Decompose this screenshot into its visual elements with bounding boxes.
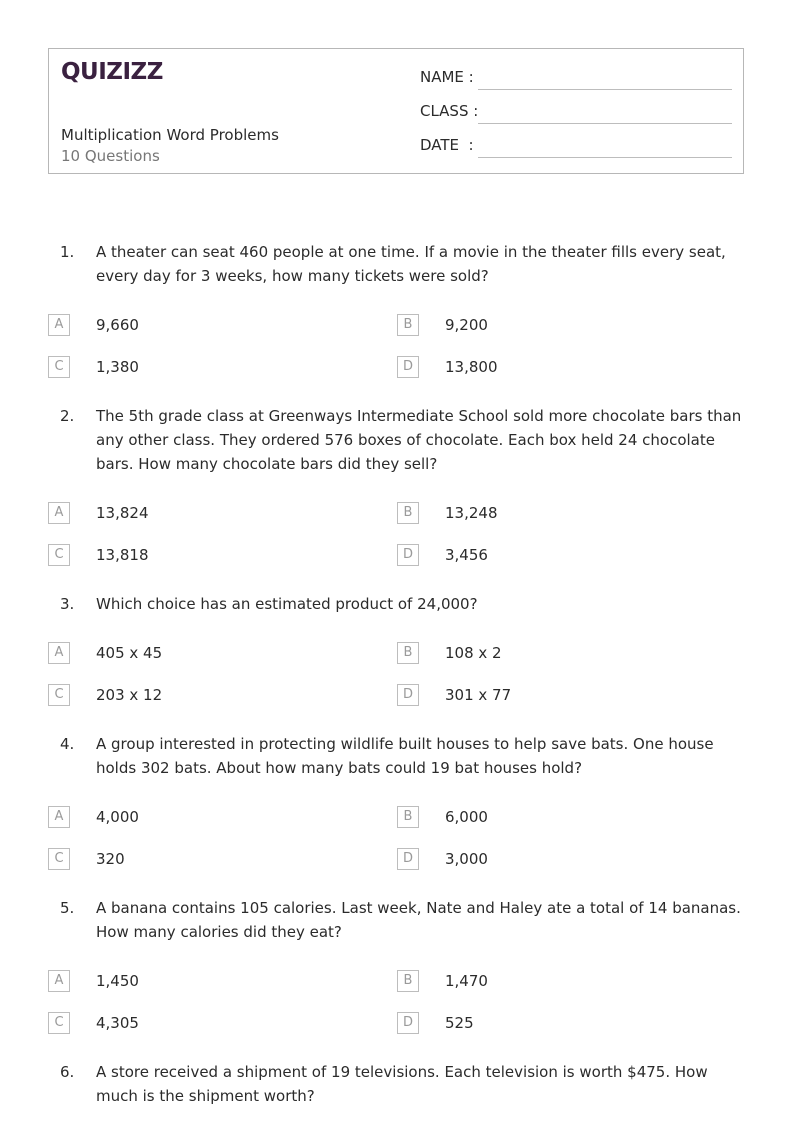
option-letter: B [397,970,419,992]
class-line [478,123,732,124]
question-text: The 5th grade class at Greenways Intermediate School sold more chocolate bars than any other class. They ordered 576 boxes of chocolate. Each box held 24 chocolate bars. How many chocolate bars did they sell? [96,407,742,473]
option-text: 1,380 [96,358,139,376]
option-text: 1,450 [96,972,139,990]
worksheet-header [48,48,744,174]
class-label: CLASS : [420,102,479,120]
question-number: 6. [60,1063,75,1081]
question-text: A group interested in protecting wildlife built houses to help save bats. One house holds 302 bats. About how many bats could 19 bat houses hold? [96,735,714,777]
option-text: 301 x 77 [445,686,512,704]
option-letter: D [397,1012,419,1034]
option-text: 1,470 [445,972,488,990]
question-count: 10 Questions [61,147,160,165]
option-letter: A [48,642,70,664]
option-letter: B [397,314,419,336]
question-number: 4. [60,735,75,753]
option-letter: D [397,848,419,870]
option-text: 13,818 [96,546,149,564]
option-text: 13,824 [96,504,149,522]
date-line [478,157,732,158]
option-letter: C [48,356,70,378]
quizizz-logo: QUIZIZZ [61,59,163,85]
date-label: DATE : [420,136,474,154]
option-letter: D [397,356,419,378]
option-text: 9,200 [445,316,488,334]
question-text: A store received a shipment of 19 televisions. Each television is worth $475. How much is the shipment worth? [96,1063,708,1105]
question-text: A theater can seat 460 people at one time. If a movie in the theater fills every seat, every day for 3 weeks, how many tickets were sold? [96,243,726,285]
name-label: NAME : [420,68,474,86]
option-letter: C [48,684,70,706]
option-text: 203 x 12 [96,686,163,704]
option-letter: D [397,544,419,566]
option-text: 4,305 [96,1014,139,1032]
question-number: 5. [60,899,75,917]
question-text: A banana contains 105 calories. Last week, Nate and Haley ate a total of 14 bananas. How many calories did they eat? [96,899,741,941]
option-letter: B [397,502,419,524]
option-text: 13,800 [445,358,498,376]
option-letter: A [48,970,70,992]
option-text: 108 x 2 [445,644,502,662]
question-number: 3. [60,595,75,613]
question-text: Which choice has an estimated product of 24,000? [96,595,478,613]
option-text: 13,248 [445,504,498,522]
option-text: 405 x 45 [96,644,163,662]
option-letter: A [48,314,70,336]
option-letter: C [48,848,70,870]
option-text: 4,000 [96,808,139,826]
question-number: 1. [60,243,75,261]
option-letter: A [48,502,70,524]
option-letter: A [48,806,70,828]
option-letter: B [397,806,419,828]
option-letter: C [48,1012,70,1034]
question-number: 2. [60,407,75,425]
option-text: 320 [96,850,125,868]
option-letter: D [397,684,419,706]
option-text: 3,456 [445,546,488,564]
option-text: 3,000 [445,850,488,868]
worksheet-title: Multiplication Word Problems [61,126,279,144]
option-letter: C [48,544,70,566]
option-text: 9,660 [96,316,139,334]
option-text: 6,000 [445,808,488,826]
option-letter: B [397,642,419,664]
option-text: 525 [445,1014,474,1032]
name-line [478,89,732,90]
